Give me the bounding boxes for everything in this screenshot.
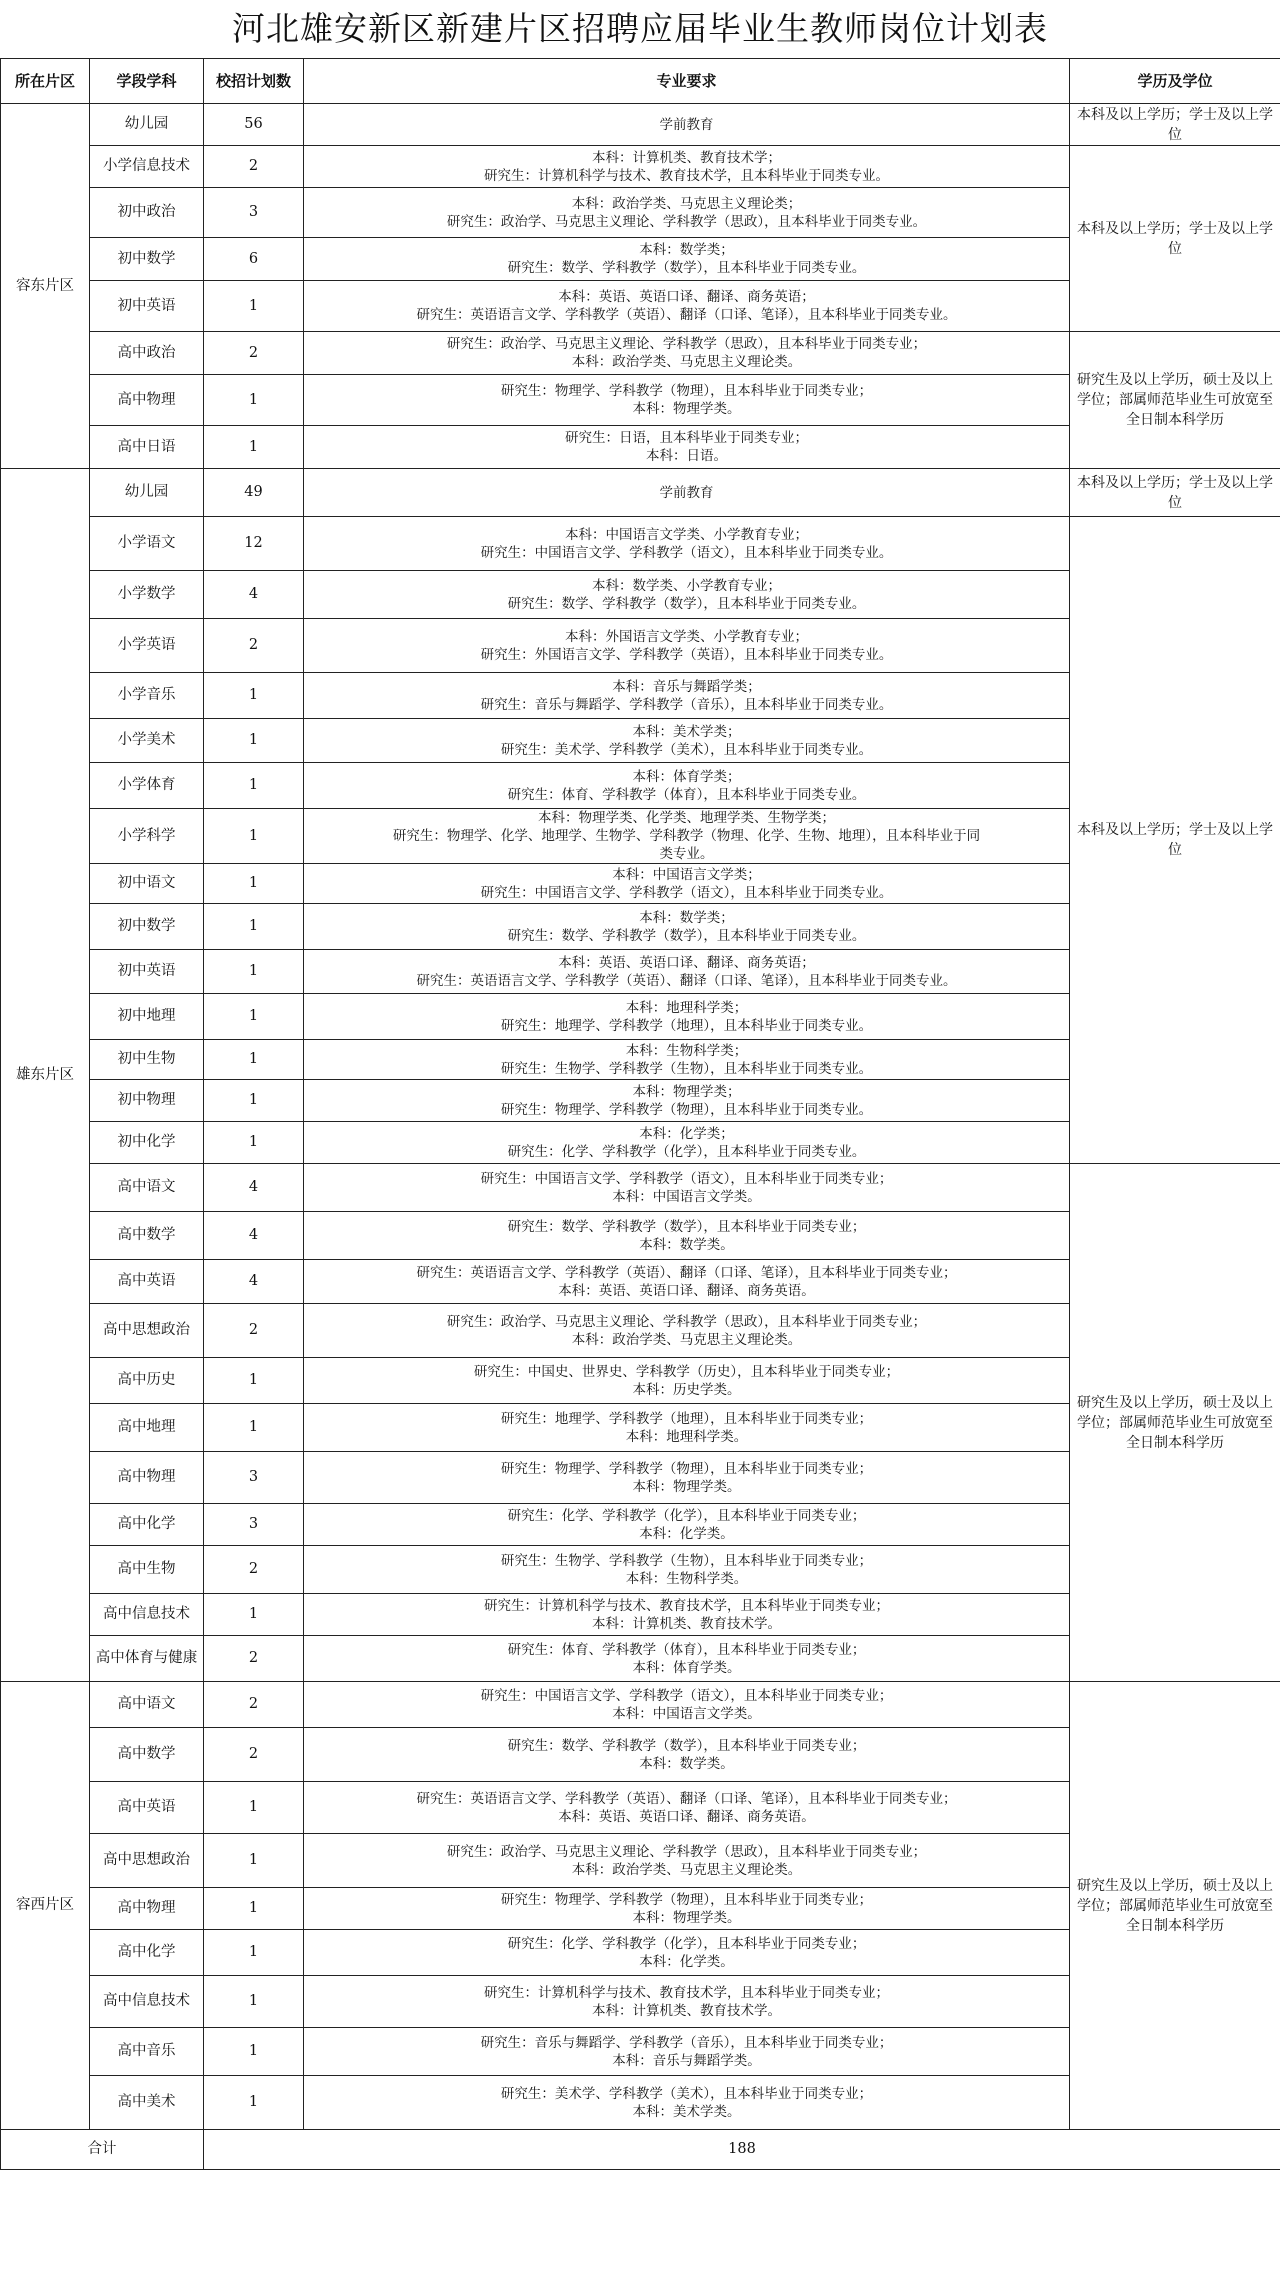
requirement-line: 本科：数学类。 xyxy=(639,1236,734,1253)
degree-cell: 本科及以上学历；学士及以上学位 xyxy=(1070,104,1280,146)
header-requirement: 专业要求 xyxy=(304,59,1070,104)
header-count: 校招计划数 xyxy=(204,59,304,104)
requirement-cell xyxy=(304,1304,1070,1358)
region-cell: 容西片区 xyxy=(1,1682,90,2130)
quota-cell: 1 xyxy=(204,719,304,763)
requirement-cell xyxy=(304,950,1070,994)
requirement-line: 研究生：中国语言文学、学科教学（语文），且本科毕业于同类专业。 xyxy=(480,544,893,561)
requirement-cell xyxy=(304,1594,1070,1636)
requirement-line: 本科：物理学类、化学类、地理学类、生物学类； xyxy=(538,810,835,826)
requirement-cell xyxy=(304,1404,1070,1452)
requirement-line: 研究生：计算机科学与技术、教育技术学，且本科毕业于同类专业。 xyxy=(484,167,889,184)
total-label: 合计 xyxy=(1,2130,204,2170)
quota-cell: 49 xyxy=(204,469,304,517)
quota-cell: 1 xyxy=(204,864,304,904)
requirement-line: 研究生：音乐与舞蹈学、学科教学（音乐），且本科毕业于同类专业； xyxy=(480,2034,893,2051)
requirement-line: 本科：地理科学类。 xyxy=(625,1428,748,1445)
requirement-line: 研究生：数学、学科教学（数学），且本科毕业于同类专业； xyxy=(507,1218,866,1235)
quota-cell: 1 xyxy=(204,1976,304,2028)
requirement-cell xyxy=(304,864,1070,904)
requirement-line: 本科：英语、英语口译、翻译、商务英语。 xyxy=(558,1282,815,1299)
requirement-line: 研究生：地理学、学科教学（地理），且本科毕业于同类专业； xyxy=(500,1410,873,1427)
requirement-cell xyxy=(304,104,1070,146)
requirement-cell xyxy=(304,904,1070,950)
quota-cell: 1 xyxy=(204,1888,304,1930)
requirement-line: 研究生：生物学、学科教学（生物），且本科毕业于同类专业； xyxy=(500,1552,873,1569)
quota-cell: 4 xyxy=(204,571,304,619)
requirement-line: 本科：英语、英语口译、翻译、商务英语； xyxy=(558,954,815,971)
subject-cell: 初中英语 xyxy=(90,950,204,994)
table-row xyxy=(1,469,1280,517)
requirement-cell xyxy=(304,1728,1070,1782)
subject-cell: 高中化学 xyxy=(90,1930,204,1976)
requirement-cell xyxy=(304,1040,1070,1080)
requirement-line: 研究生：物理学、学科教学（物理），且本科毕业于同类专业； xyxy=(500,383,873,399)
subject-cell: 高中数学 xyxy=(90,1212,204,1260)
requirement-line: 研究生：英语语言文学、学科教学（英语）、翻译（口译、笔译），且本科毕业于同类专业。 xyxy=(416,307,957,323)
degree-cell: 本科及以上学历；学士及以上学位 xyxy=(1070,146,1280,332)
requirement-line: 本科：历史学类。 xyxy=(632,1381,741,1398)
requirement-cell xyxy=(304,238,1070,281)
subject-cell: 高中信息技术 xyxy=(90,1976,204,2028)
requirement-line: 本科：计算机类、教育技术学； xyxy=(592,149,781,166)
quota-cell: 2 xyxy=(204,1728,304,1782)
subject-cell: 高中物理 xyxy=(90,1888,204,1930)
requirement-line: 研究生：中国语言文学、学科教学（语文），且本科毕业于同类专业。 xyxy=(480,884,893,901)
requirement-line: 研究生：中国史、世界史、学科教学（历史），且本科毕业于同类专业； xyxy=(473,1363,900,1380)
subject-cell: 小学信息技术 xyxy=(90,146,204,188)
requirement-cell xyxy=(304,719,1070,763)
requirement-line: 研究生：物理学、化学、地理学、生物学、学科教学（物理、化学、生物、地理），且本科毕业于同 xyxy=(392,828,981,844)
degree-cell: 研究生及以上学历，硕士及以上学位；部属师范毕业生可放宽至全日制本科学历 xyxy=(1070,1164,1280,1682)
subject-cell: 高中化学 xyxy=(90,1504,204,1546)
total-value: 188 xyxy=(204,2130,1280,2170)
quota-cell: 1 xyxy=(204,375,304,426)
requirement-line: 研究生：音乐与舞蹈学、学科教学（音乐），且本科毕业于同类专业。 xyxy=(480,696,893,713)
subject-cell: 高中历史 xyxy=(90,1358,204,1404)
requirement-line: 本科：中国语言文学类； xyxy=(612,866,761,883)
table-row xyxy=(1,104,1280,146)
table-row xyxy=(1,1682,1280,1728)
requirement-cell xyxy=(304,1504,1070,1546)
subject-cell: 高中思想政治 xyxy=(90,1304,204,1358)
subject-cell: 高中思想政治 xyxy=(90,1834,204,1888)
quota-cell: 4 xyxy=(204,1212,304,1260)
requirement-cell xyxy=(304,1080,1070,1122)
quota-cell: 2 xyxy=(204,1304,304,1358)
subject-cell: 幼儿园 xyxy=(90,469,204,517)
requirement-line: 研究生：美术学、学科教学（美术），且本科毕业于同类专业； xyxy=(500,2085,873,2102)
requirement-cell xyxy=(304,469,1070,517)
quota-cell: 1 xyxy=(204,904,304,950)
requirement-cell xyxy=(304,763,1070,809)
requirement-line: 研究生：英语语言文学、学科教学（英语）、翻译（口译、笔译），且本科毕业于同类专业。 xyxy=(416,972,957,989)
quota-cell: 1 xyxy=(204,809,304,864)
requirement-line: 本科：物理学类。 xyxy=(632,1909,741,1926)
quota-cell: 1 xyxy=(204,426,304,469)
subject-cell: 幼儿园 xyxy=(90,104,204,146)
table-row xyxy=(1,517,1280,571)
requirement-line: 本科：音乐与舞蹈学类。 xyxy=(612,2052,761,2069)
requirement-cell xyxy=(304,1546,1070,1594)
subject-cell: 小学音乐 xyxy=(90,673,204,719)
subject-cell: 高中政治 xyxy=(90,332,204,375)
requirement-line: 研究生：物理学、学科教学（物理），且本科毕业于同类专业； xyxy=(500,1460,873,1477)
requirement-line: 本科：化学类； xyxy=(639,1125,734,1142)
requirement-cell xyxy=(304,1930,1070,1976)
quota-cell: 4 xyxy=(204,1260,304,1304)
header-subject: 学段学科 xyxy=(90,59,204,104)
requirement-cell xyxy=(304,1358,1070,1404)
requirement-line: 本科：生物科学类。 xyxy=(625,1570,748,1587)
requirement-cell xyxy=(304,375,1070,426)
quota-cell: 1 xyxy=(204,1404,304,1452)
header-degree: 学历及学位 xyxy=(1070,59,1280,104)
header-region: 所在片区 xyxy=(1,59,90,104)
requirement-line: 本科：计算机类、教育技术学。 xyxy=(592,2002,781,2019)
requirement-cell xyxy=(304,619,1070,673)
requirement-line: 本科：数学类； xyxy=(639,909,734,926)
region-cell: 容东片区 xyxy=(1,104,90,469)
quota-cell: 1 xyxy=(204,1040,304,1080)
requirement-line: 本科：化学类。 xyxy=(639,1953,734,1970)
requirement-line: 本科：中国语言文学类。 xyxy=(612,1705,761,1722)
requirement-line: 研究生：英语语言文学、学科教学（英语）、翻译（口译、笔译），且本科毕业于同类专业； xyxy=(416,1264,957,1281)
requirement-cell xyxy=(304,1888,1070,1930)
requirement-line: 本科：中国语言文学类。 xyxy=(612,1188,761,1205)
requirement-line: 本科：数学类、小学教育专业； xyxy=(592,577,781,594)
subject-cell: 小学语文 xyxy=(90,517,204,571)
requirement-line: 本科：英语、英语口译、翻译、商务英语； xyxy=(558,289,815,305)
subject-cell: 高中生物 xyxy=(90,1546,204,1594)
requirement-line: 本科：体育学类。 xyxy=(632,1659,741,1676)
subject-cell: 高中地理 xyxy=(90,1404,204,1452)
subject-cell: 初中化学 xyxy=(90,1122,204,1164)
quota-cell: 4 xyxy=(204,1164,304,1212)
subject-cell: 初中数学 xyxy=(90,904,204,950)
requirement-line: 研究生：计算机科学与技术、教育技术学，且本科毕业于同类专业； xyxy=(484,1597,889,1614)
requirement-line: 研究生：化学、学科教学（化学），且本科毕业于同类专业。 xyxy=(507,1143,866,1160)
requirement-cell xyxy=(304,426,1070,469)
requirement-line: 本科：物理学类。 xyxy=(632,1478,741,1495)
requirement-cell xyxy=(304,1976,1070,2028)
requirement-cell xyxy=(304,1636,1070,1682)
subject-cell: 高中英语 xyxy=(90,1782,204,1834)
subject-cell: 初中物理 xyxy=(90,1080,204,1122)
degree-cell: 本科及以上学历；学士及以上学位 xyxy=(1070,469,1280,517)
requirement-line: 本科：政治学类、马克思主义理论类； xyxy=(571,195,802,212)
requirement-line: 本科：政治学类、马克思主义理论类。 xyxy=(571,354,802,370)
quota-cell: 3 xyxy=(204,188,304,238)
quota-cell: 1 xyxy=(204,1080,304,1122)
requirement-line: 研究生：外国语言文学、学科教学（英语），且本科毕业于同类专业。 xyxy=(480,646,893,663)
requirement-line: 研究生：数学、学科教学（数学），且本科毕业于同类专业。 xyxy=(507,260,866,276)
requirement-cell xyxy=(304,571,1070,619)
requirement-line: 研究生：化学、学科教学（化学），且本科毕业于同类专业； xyxy=(507,1507,866,1524)
requirement-line: 本科：英语、英语口译、翻译、商务英语。 xyxy=(558,1808,815,1825)
requirement-cell xyxy=(304,281,1070,332)
subject-cell: 初中数学 xyxy=(90,238,204,281)
requirement-line: 本科：化学类。 xyxy=(639,1525,734,1542)
requirement-line: 本科：地理科学类； xyxy=(625,999,748,1016)
subject-cell: 小学科学 xyxy=(90,809,204,864)
requirement-line: 本科：美术学类。 xyxy=(632,2103,741,2120)
quota-cell: 2 xyxy=(204,1546,304,1594)
requirement-line: 研究生：政治学、马克思主义理论、学科教学（思政），且本科毕业于同类专业； xyxy=(446,336,927,352)
requirement-line: 研究生：美术学、学科教学（美术），且本科毕业于同类专业。 xyxy=(500,741,873,758)
degree-cell: 研究生及以上学历，硕士及以上学位；部属师范毕业生可放宽至全日制本科学历 xyxy=(1070,1682,1280,2130)
subject-cell: 初中英语 xyxy=(90,281,204,332)
quota-cell: 3 xyxy=(204,1452,304,1504)
requirement-line: 本科：数学类。 xyxy=(639,1755,734,1772)
requirement-cell xyxy=(304,809,1070,864)
subject-cell: 高中音乐 xyxy=(90,2028,204,2076)
quota-cell: 1 xyxy=(204,1782,304,1834)
requirement-line: 本科：音乐与舞蹈学类； xyxy=(612,678,761,695)
requirement-cell xyxy=(304,2076,1070,2130)
recruitment-plan-table xyxy=(0,58,1280,2170)
quota-cell: 12 xyxy=(204,517,304,571)
requirement-line: 研究生：政治学、马克思主义理论、学科教学（思政），且本科毕业于同类专业。 xyxy=(446,213,927,230)
quota-cell: 1 xyxy=(204,994,304,1040)
table-row xyxy=(1,332,1280,375)
requirement-line: 研究生：物理学、学科教学（物理），且本科毕业于同类专业； xyxy=(500,1891,873,1908)
quota-cell: 1 xyxy=(204,1122,304,1164)
quota-cell: 1 xyxy=(204,281,304,332)
requirement-line: 研究生：中国语言文学、学科教学（语文），且本科毕业于同类专业； xyxy=(480,1687,893,1704)
requirement-line: 学前教育 xyxy=(659,484,714,501)
requirement-cell xyxy=(304,673,1070,719)
quota-cell: 1 xyxy=(204,1930,304,1976)
quota-cell: 1 xyxy=(204,2028,304,2076)
requirement-line: 研究生：中国语言文学、学科教学（语文），且本科毕业于同类专业； xyxy=(480,1170,893,1187)
requirement-line: 本科：政治学类、马克思主义理论类。 xyxy=(571,1861,802,1878)
quota-cell: 1 xyxy=(204,1358,304,1404)
quota-cell: 2 xyxy=(204,1636,304,1682)
header-row xyxy=(1,59,1280,104)
requirement-line: 研究生：物理学、学科教学（物理），且本科毕业于同类专业。 xyxy=(500,1101,873,1118)
requirement-cell xyxy=(304,332,1070,375)
quota-cell: 1 xyxy=(204,1834,304,1888)
requirement-cell xyxy=(304,994,1070,1040)
requirement-line: 本科：外国语言文学类、小学教育专业； xyxy=(565,628,808,645)
requirement-line: 研究生：政治学、马克思主义理论、学科教学（思政），且本科毕业于同类专业； xyxy=(446,1843,927,1860)
subject-cell: 初中生物 xyxy=(90,1040,204,1080)
quota-cell: 3 xyxy=(204,1504,304,1546)
requirement-cell xyxy=(304,146,1070,188)
requirement-line: 本科：美术学类； xyxy=(632,723,741,740)
table-row xyxy=(1,1164,1280,1212)
requirement-cell xyxy=(304,188,1070,238)
requirement-line: 类专业。 xyxy=(659,846,714,862)
requirement-cell xyxy=(304,1212,1070,1260)
subject-cell: 小学美术 xyxy=(90,719,204,763)
quota-cell: 1 xyxy=(204,950,304,994)
subject-cell: 小学数学 xyxy=(90,571,204,619)
quota-cell: 2 xyxy=(204,146,304,188)
quota-cell: 2 xyxy=(204,1682,304,1728)
subject-cell: 高中体育与健康 xyxy=(90,1636,204,1682)
subject-cell: 初中政治 xyxy=(90,188,204,238)
requirement-cell xyxy=(304,1164,1070,1212)
requirement-line: 学前教育 xyxy=(659,116,714,133)
requirement-cell xyxy=(304,517,1070,571)
table-body xyxy=(1,104,1280,2170)
requirement-line: 本科：物理学类； xyxy=(632,1083,741,1100)
requirement-line: 本科：物理学类。 xyxy=(632,401,741,417)
region-cell: 雄东片区 xyxy=(1,469,90,1682)
requirement-line: 研究生：政治学、马克思主义理论、学科教学（思政），且本科毕业于同类专业； xyxy=(446,1313,927,1330)
subject-cell: 高中语文 xyxy=(90,1682,204,1728)
requirement-cell xyxy=(304,1260,1070,1304)
requirement-line: 研究生：体育、学科教学（体育），且本科毕业于同类专业。 xyxy=(507,786,866,803)
subject-cell: 高中英语 xyxy=(90,1260,204,1304)
degree-cell: 本科及以上学历；学士及以上学位 xyxy=(1070,517,1280,1164)
quota-cell: 56 xyxy=(204,104,304,146)
quota-cell: 2 xyxy=(204,332,304,375)
requirement-cell xyxy=(304,1452,1070,1504)
requirement-line: 研究生：数学、学科教学（数学），且本科毕业于同类专业。 xyxy=(507,927,866,944)
subject-cell: 高中数学 xyxy=(90,1728,204,1782)
requirement-line: 本科：计算机类、教育技术学。 xyxy=(592,1615,781,1632)
subject-cell: 初中地理 xyxy=(90,994,204,1040)
requirement-line: 本科：数学类； xyxy=(639,242,734,258)
requirement-line: 研究生：数学、学科教学（数学），且本科毕业于同类专业； xyxy=(507,1737,866,1754)
quota-cell: 1 xyxy=(204,1594,304,1636)
subject-cell: 高中美术 xyxy=(90,2076,204,2130)
requirement-line: 研究生：地理学、学科教学（地理），且本科毕业于同类专业。 xyxy=(500,1017,873,1034)
requirement-line: 本科：政治学类、马克思主义理论类。 xyxy=(571,1331,802,1348)
requirement-line: 研究生：数学、学科教学（数学），且本科毕业于同类专业。 xyxy=(507,595,866,612)
requirement-line: 研究生：体育、学科教学（体育），且本科毕业于同类专业； xyxy=(507,1641,866,1658)
requirement-cell xyxy=(304,2028,1070,2076)
degree-cell: 研究生及以上学历，硕士及以上学位；部属师范毕业生可放宽至全日制本科学历 xyxy=(1070,332,1280,469)
subject-cell: 高中日语 xyxy=(90,426,204,469)
subject-cell: 初中语文 xyxy=(90,864,204,904)
requirement-line: 研究生：化学、学科教学（化学），且本科毕业于同类专业； xyxy=(507,1935,866,1952)
subject-cell: 高中物理 xyxy=(90,375,204,426)
table-row xyxy=(1,146,1280,188)
requirement-cell xyxy=(304,1682,1070,1728)
subject-cell: 小学英语 xyxy=(90,619,204,673)
quota-cell: 1 xyxy=(204,673,304,719)
subject-cell: 小学体育 xyxy=(90,763,204,809)
quota-cell: 6 xyxy=(204,238,304,281)
requirement-line: 本科：日语。 xyxy=(646,448,727,464)
requirement-cell xyxy=(304,1834,1070,1888)
requirement-line: 研究生：英语语言文学、学科教学（英语）、翻译（口译、笔译），且本科毕业于同类专业； xyxy=(416,1790,957,1807)
requirement-line: 本科：中国语言文学类、小学教育专业； xyxy=(565,526,808,543)
requirement-line: 本科：生物科学类； xyxy=(625,1042,748,1059)
requirement-line: 研究生：日语，且本科毕业于同类专业； xyxy=(565,430,808,446)
requirement-cell xyxy=(304,1782,1070,1834)
requirement-line: 本科：体育学类； xyxy=(632,768,741,785)
total-row xyxy=(1,2130,1280,2170)
subject-cell: 高中语文 xyxy=(90,1164,204,1212)
page-title: 河北雄安新区新建片区招聘应届毕业生教师岗位计划表 xyxy=(232,9,1048,48)
requirement-line: 研究生：生物学、学科教学（生物），且本科毕业于同类专业。 xyxy=(500,1060,873,1077)
quota-cell: 1 xyxy=(204,763,304,809)
quota-cell: 1 xyxy=(204,2076,304,2130)
requirement-line: 研究生：计算机科学与技术、教育技术学，且本科毕业于同类专业； xyxy=(484,1984,889,2001)
subject-cell: 高中物理 xyxy=(90,1452,204,1504)
requirement-cell xyxy=(304,1122,1070,1164)
quota-cell: 2 xyxy=(204,619,304,673)
subject-cell: 高中信息技术 xyxy=(90,1594,204,1636)
